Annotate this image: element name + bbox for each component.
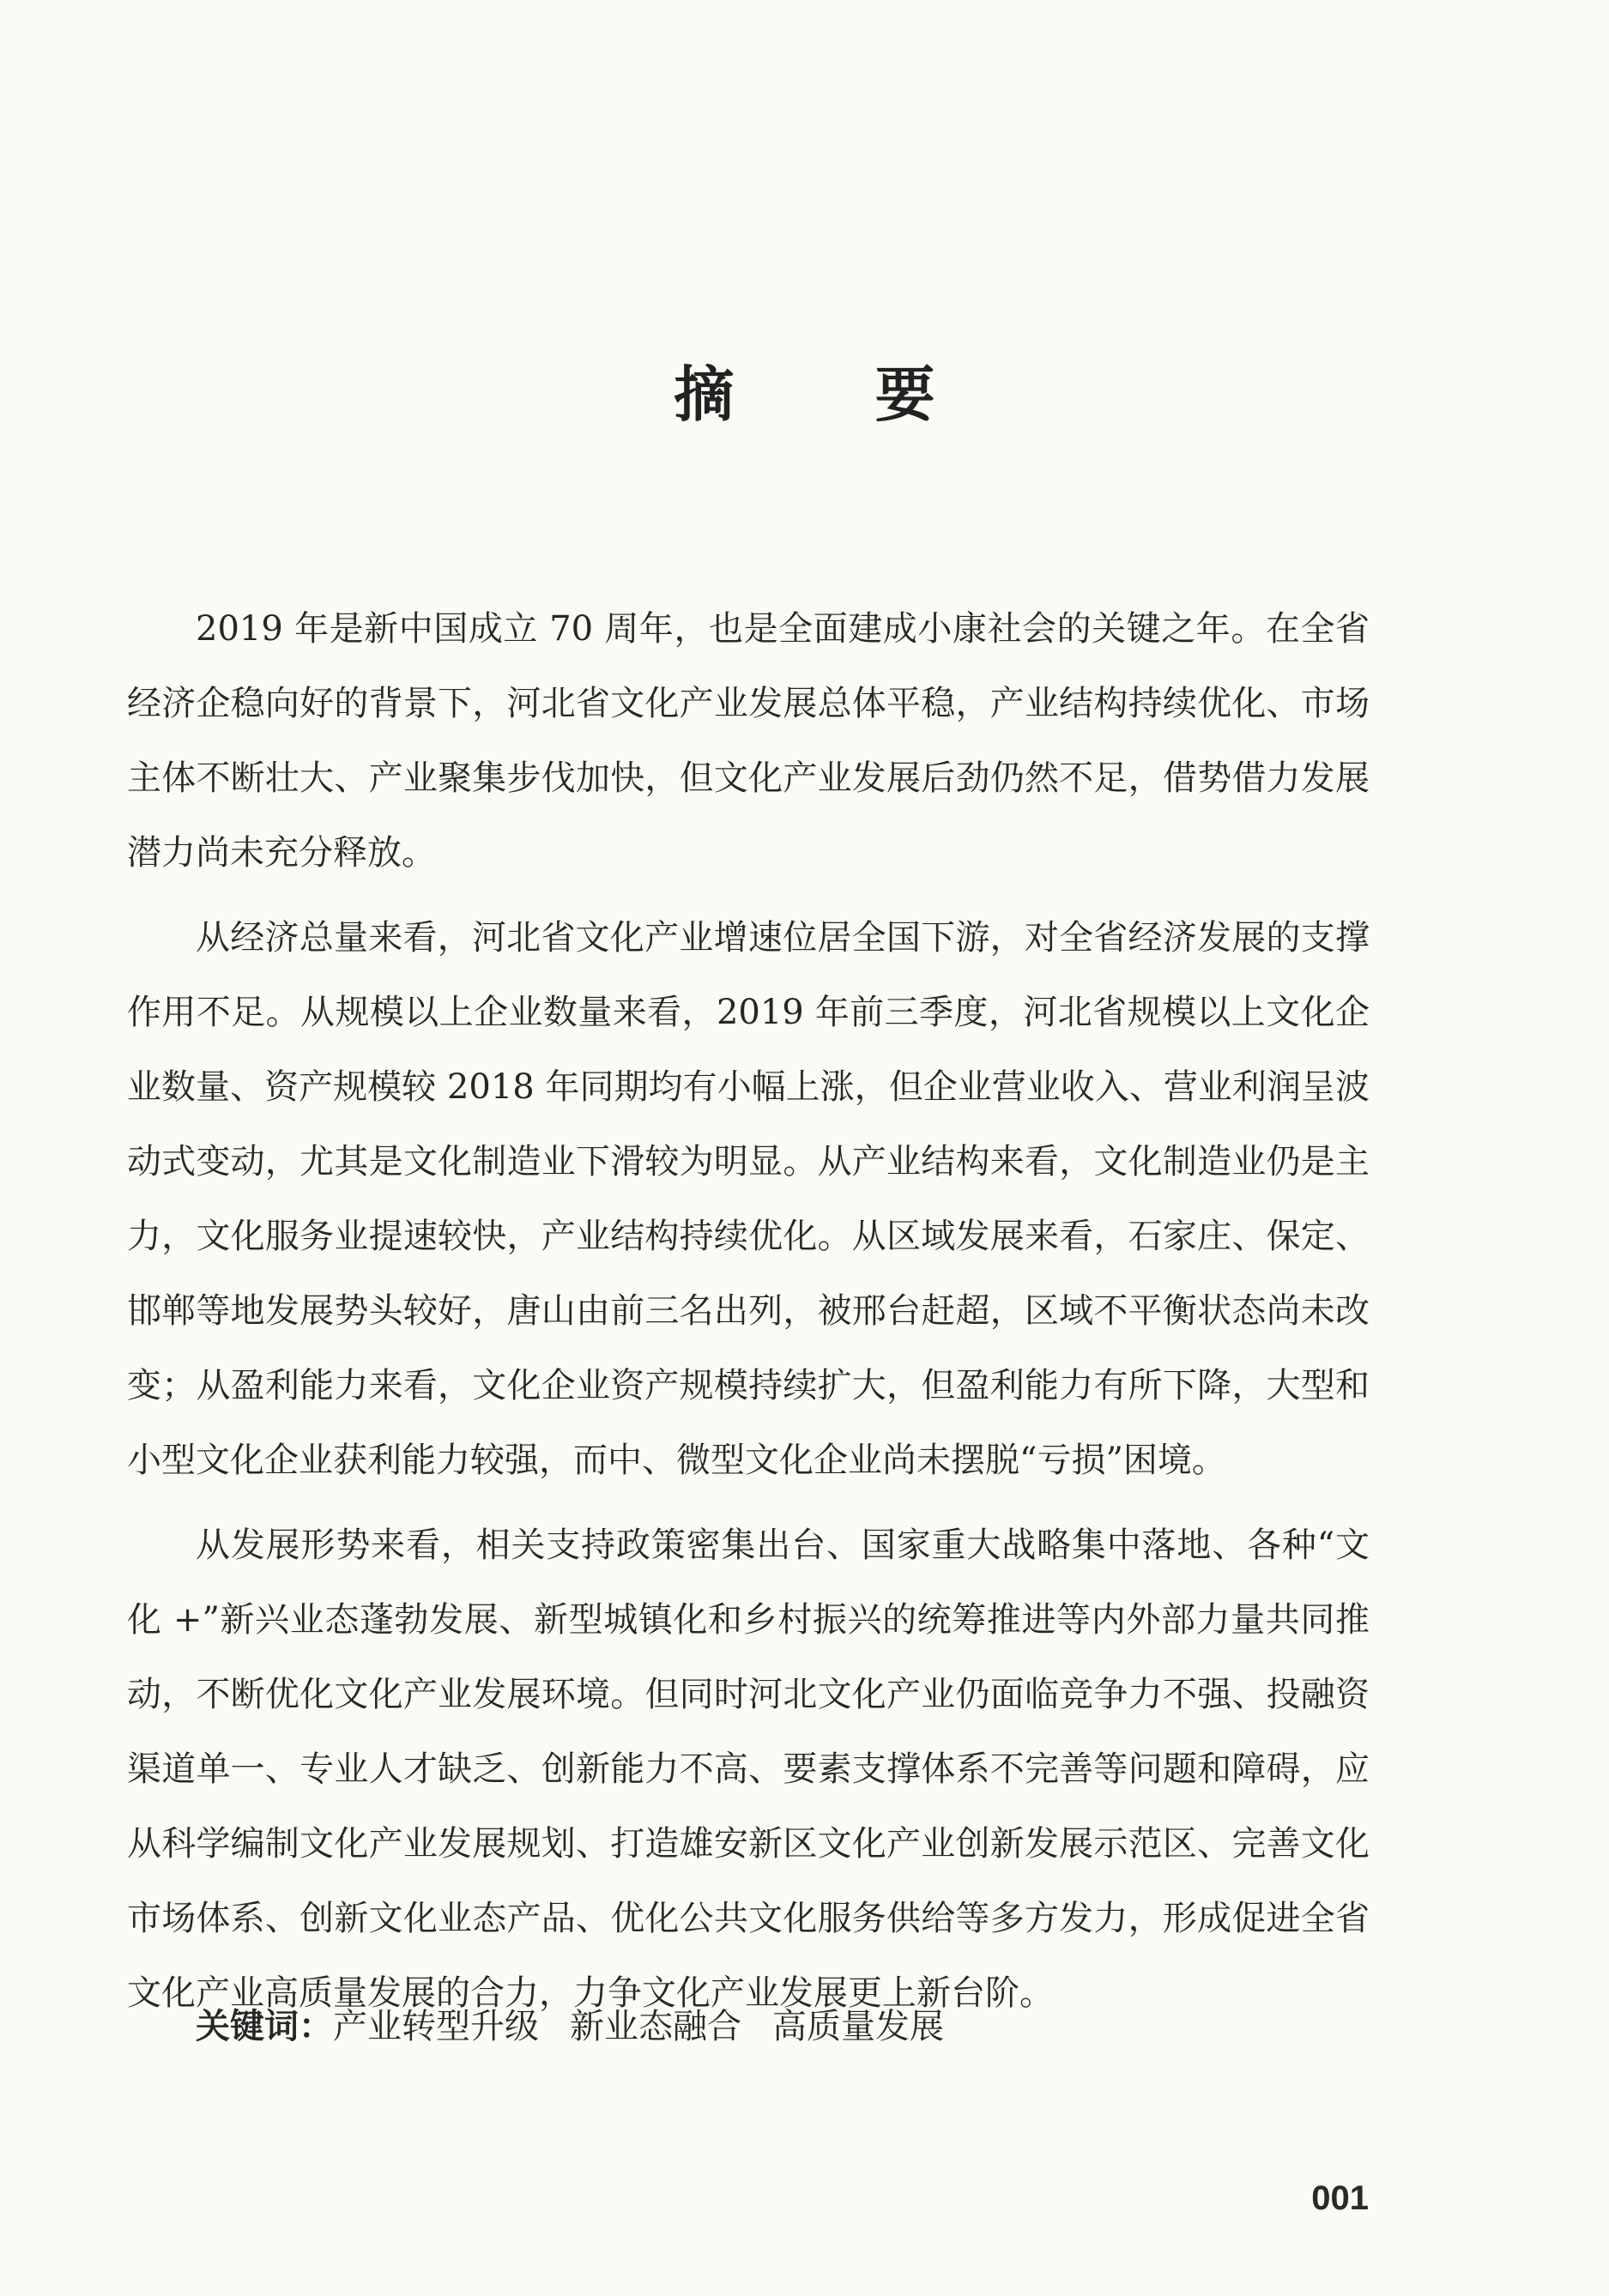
page-number: 001 (1311, 2179, 1369, 2217)
keyword-3: 高质量发展 (772, 2007, 944, 2046)
keywords-label: 关键词： (196, 2007, 333, 2046)
keywords-line (196, 2006, 1370, 2047)
keyword-2: 新业态融合 (570, 2007, 741, 2046)
paragraph-2: 从经济总量来看，河北省文化产业增速位居全国下游，对全省经济发展的支撑作用不足。从规模以上企业数量来看，2019 年前三季度，河北省规模以上文化企业数量、资产规模较 2018 年同期均有小幅上涨，但企业营业收入、营业利润呈波动式变动，尤其是文化制造业下滑较为明显。从产业结构来看，文化制造业仍是主力，文化服务业提速较快，产业结构持续优化。从区域发展来看，石家庄、保定、邯郸等地发展势头较好，唐山由前三名出列，被邢台赶超，区域不平衡状态尚未改变；从盈利能力来看，文化企业资产规模持续扩大，但盈利能力有所下降，大型和小型文化企业获利能力较强，而中、微型文化企业尚未摆脱“亏损”困境。 (127, 918, 1370, 1480)
keyword-1: 产业转型升级 (333, 2007, 539, 2046)
abstract-body (127, 592, 1370, 2041)
paragraph-3: 从发展形势来看，相关支持政策密集出台、国家重大战略集中落地、各种“文化 +”新兴业态蓬勃发展、新型城镇化和乡村振兴的统筹推进等内外部力量共同推动，不断优化文化产业发展环境。但同时河北文化产业仍面临竞争力不强、投融资渠道单一、专业人才缺乏、创新能力不高、要素支撑体系不完善等问题和障碍，应从科学编制文化产业发展规划、打造雄安新区文化产业创新发展示范区、完善文化市场体系、创新文化业态产品、优化公共文化服务供给等多方发力，形成促进全省文化产业高质量发展的合力，力争文化产业发展更上新台阶。 (127, 1526, 1370, 2013)
page-title: 摘 要 (674, 360, 995, 430)
paragraph-1: 2019 年是新中国成立 70 周年，也是全面建成小康社会的关键之年。在全省经济企稳向好的背景下，河北省文化产业发展总体平稳，产业结构持续优化、市场主体不断壮大、产业聚集步伐加快，但文化产业发展后劲仍然不足，借势借力发展潜力尚未充分释放。 (127, 609, 1370, 873)
